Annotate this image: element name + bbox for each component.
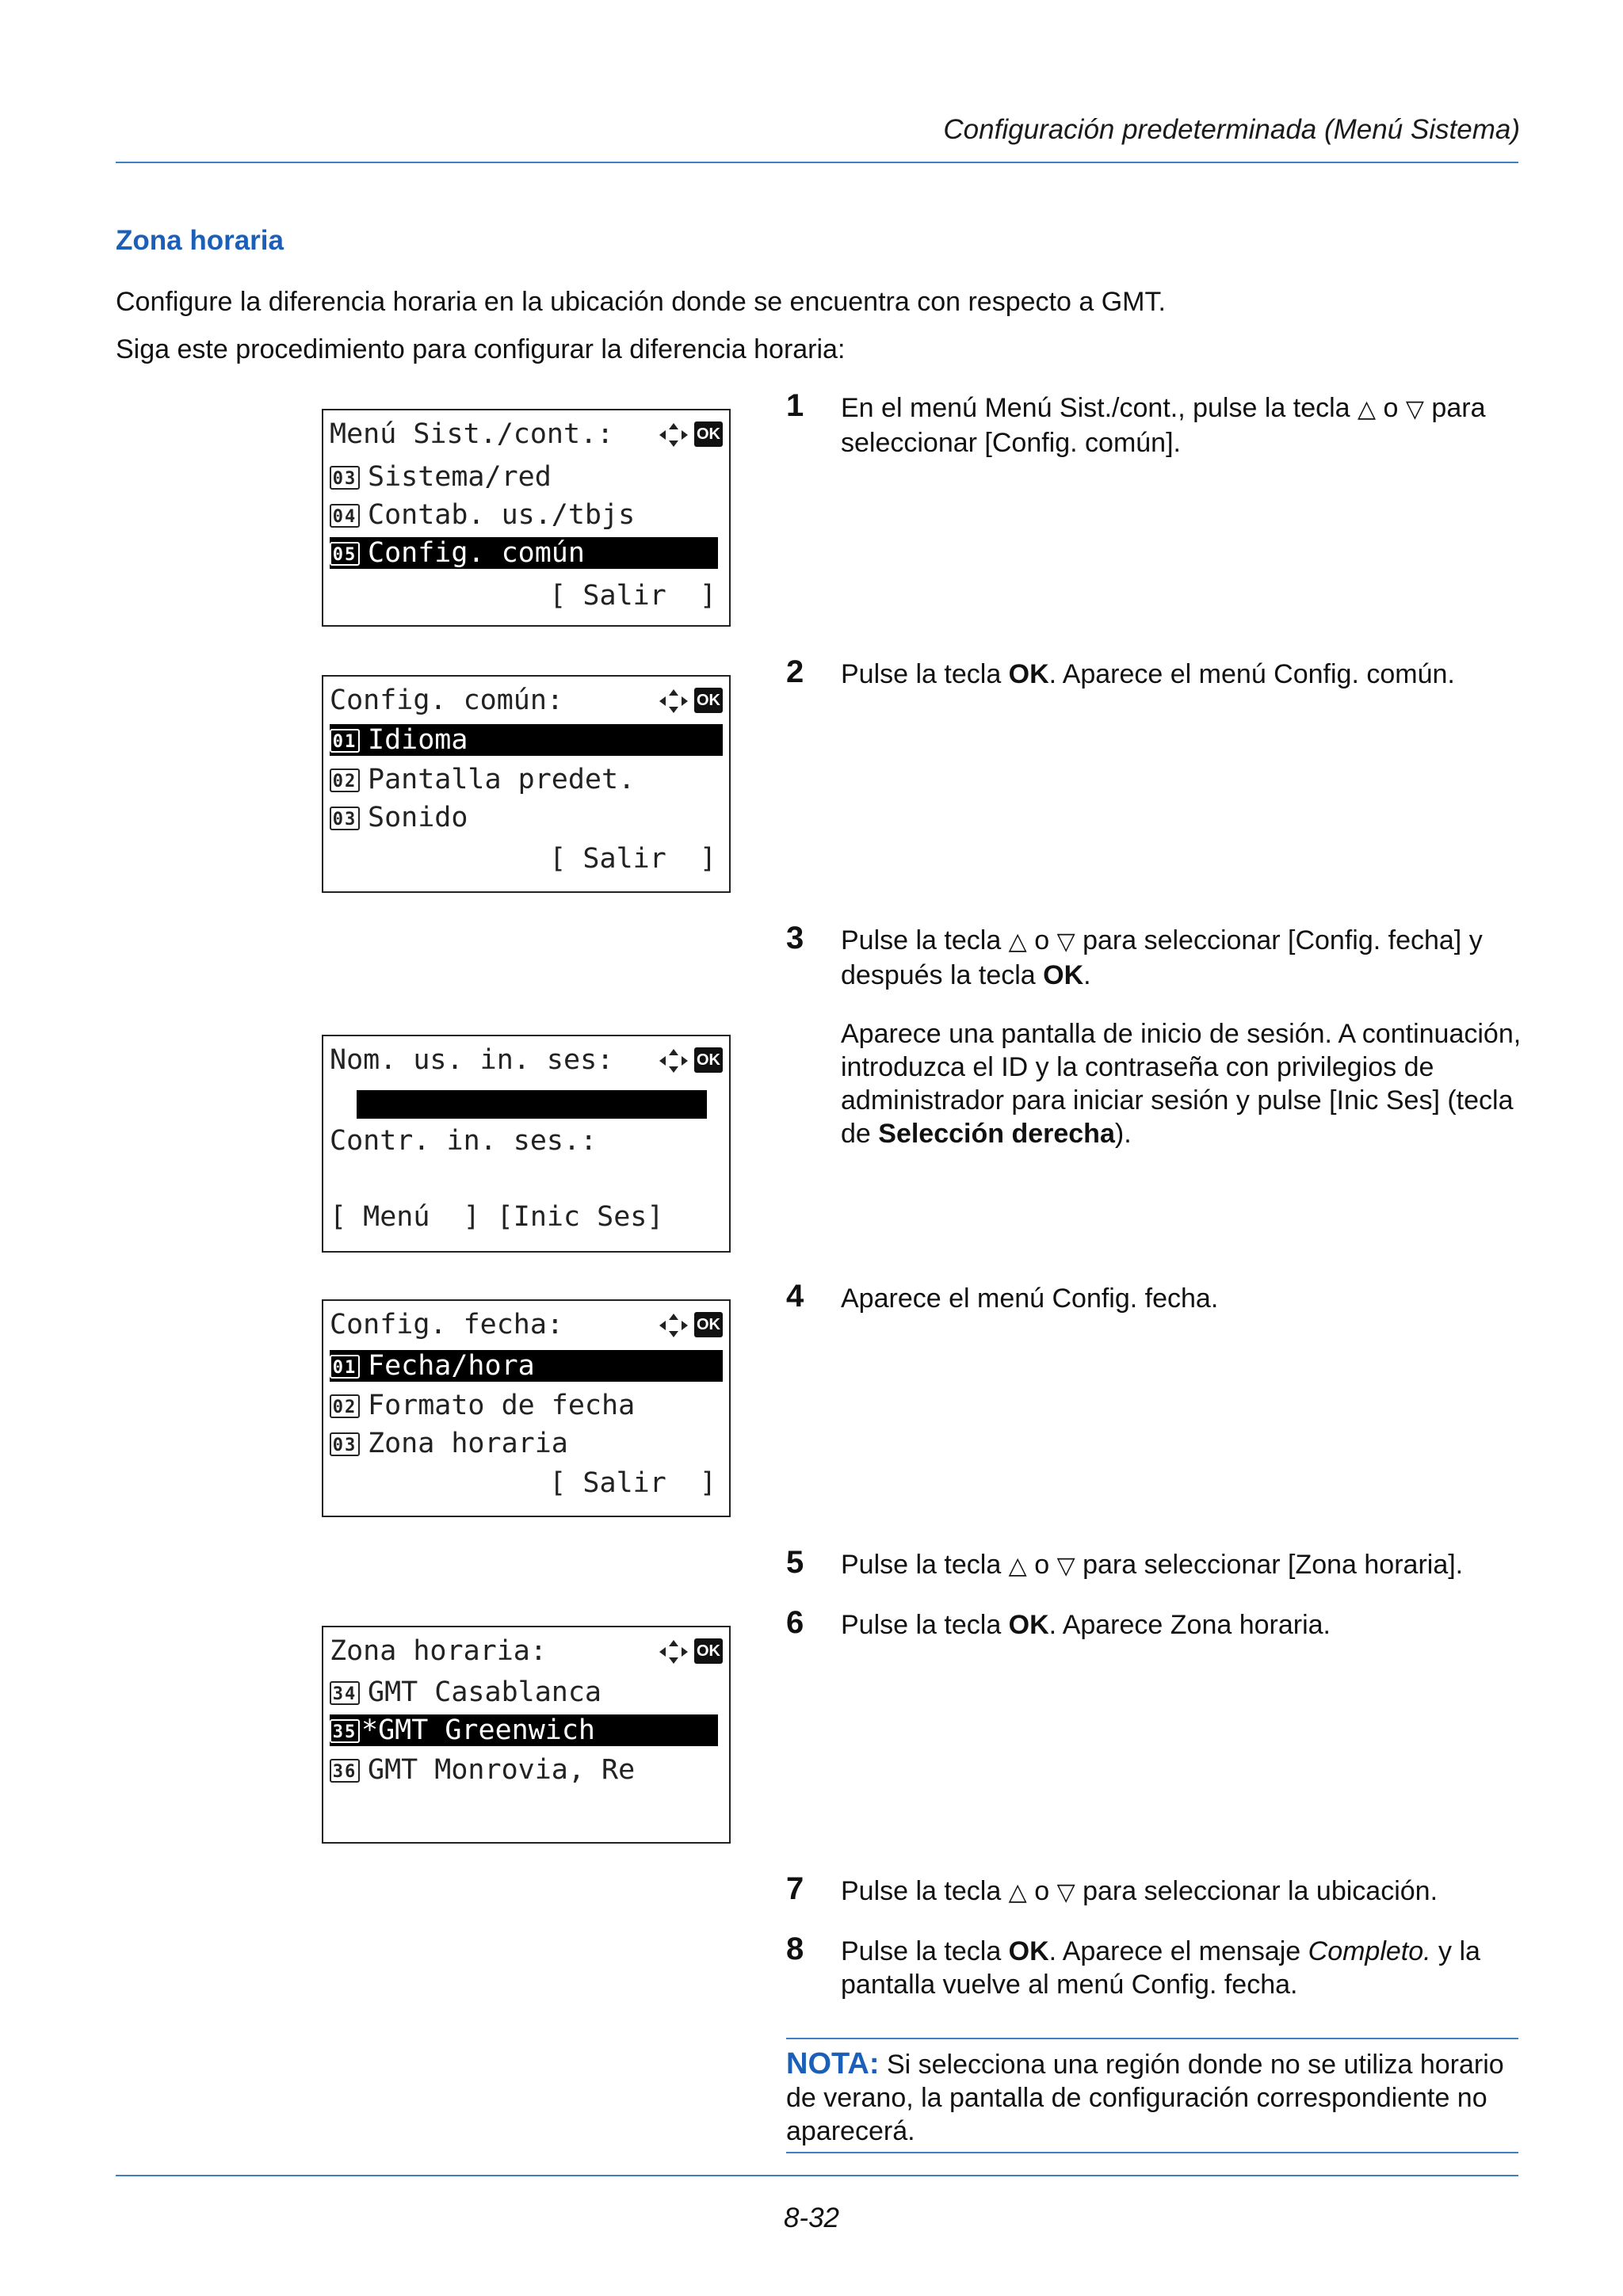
lcd-screen-login: [322, 1035, 731, 1253]
lcd-row: 02 Pantalla predet.: [330, 764, 723, 795]
lcd-row: 34 GMT Casablanca: [330, 1676, 723, 1708]
header-rule: [116, 162, 1518, 163]
step-number: 2: [786, 654, 804, 689]
ok-key-icon: OK: [694, 1638, 723, 1664]
lcd-screen-config-comun: [322, 675, 731, 893]
step-number: 5: [786, 1545, 804, 1580]
lcd-softkeys-menu-inic-ses: [ Menú ] [Inic Ses]: [330, 1201, 664, 1233]
running-header: Configuración predeterminada (Menú Sistema): [943, 114, 1520, 145]
ok-key-icon: OK: [694, 1047, 723, 1073]
up-triangle-icon: △: [1008, 1879, 1027, 1905]
step-text: Pulse la tecla △ o ▽ para seleccionar [Config. fecha] y después la tecla OK.: [841, 925, 1483, 990]
page-number: 8-32: [783, 2203, 840, 2233]
down-triangle-icon: ▽: [1056, 1553, 1075, 1579]
lcd-row-selected: 35 *GMT Greenwich: [330, 1714, 718, 1746]
lcd-row-selected: 01 Fecha/hora: [330, 1350, 723, 1382]
navigation-arrows-icon: [658, 1638, 689, 1665]
ok-key-icon: OK: [694, 421, 723, 447]
lcd-title: Zona horaria:: [330, 1635, 547, 1667]
step-number: 7: [786, 1871, 804, 1906]
lcd-softkey-salir: [ Salir ]: [549, 580, 716, 612]
lcd-title: Menú Sist./cont.:: [330, 418, 614, 450]
ok-key-icon: OK: [694, 688, 723, 713]
note-text: NOTA: Si selecciona una región donde no se utiliza horario de verano, la pantalla de configuración correspondiente no aparecerá.: [786, 2047, 1504, 2146]
lcd-title: Config. fecha:: [330, 1309, 564, 1341]
step-number: 8: [786, 1932, 804, 1966]
up-triangle-icon: △: [1008, 929, 1027, 955]
lcd-row-selected: 05 Config. común: [330, 537, 718, 569]
lcd-screen-menu-sist: [322, 409, 731, 627]
section-title: Zona horaria: [116, 225, 284, 256]
up-triangle-icon: △: [1008, 1553, 1027, 1579]
lcd-screen-zona-horaria: [322, 1626, 731, 1844]
up-triangle-icon: △: [1358, 396, 1377, 422]
down-triangle-icon: ▽: [1056, 929, 1075, 955]
step-text: Pulse la tecla OK. Aparece el mensaje Completo. y la pantalla vuelve al menú Config. fecha.: [841, 1936, 1480, 2000]
lcd-row: 03 Zona horaria: [330, 1428, 723, 1459]
intro-paragraph-2: Siga este procedimiento para configurar la diferencia horaria:: [116, 334, 846, 364]
lcd-title: Config. común:: [330, 685, 564, 716]
note-box: [786, 2038, 1518, 2153]
step-number: 4: [786, 1279, 804, 1314]
step-text-login-info: Aparece una pantalla de inicio de sesión. A continuación, introduzca el ID y la contraseña con privilegios de administrador para iniciar sesión y pulse [Inic Ses] (tecla de Selección derecha).: [841, 1019, 1522, 1149]
lcd-row: 03 Sistema/red: [330, 461, 723, 493]
lcd-title: Nom. us. in. ses:: [330, 1044, 614, 1076]
step-text: Pulse la tecla △ o ▽ para seleccionar la ubicación.: [841, 1875, 1522, 1909]
down-triangle-icon: ▽: [1405, 396, 1424, 422]
navigation-arrows-icon: [658, 1047, 689, 1074]
lcd-row: 03 Sonido: [330, 802, 723, 833]
password-field-label: Contr. in. ses.:: [330, 1125, 598, 1157]
step-text: Pulse la tecla OK. Aparece Zona horaria.: [841, 1610, 1331, 1640]
footer-rule: [116, 2175, 1518, 2176]
lcd-screen-config-fecha: [322, 1299, 731, 1517]
step-number: 3: [786, 921, 804, 955]
intro-paragraph-1: Configure la diferencia horaria en la ubicación donde se encuentra con respecto a GMT.: [116, 287, 1166, 317]
username-input-field: [357, 1090, 707, 1119]
step-text: Pulse la tecla OK. Aparece el menú Config. común.: [841, 659, 1455, 689]
lcd-row: 02 Formato de fecha: [330, 1390, 723, 1421]
lcd-softkey-salir: [ Salir ]: [549, 843, 716, 875]
ok-key-icon: OK: [694, 1312, 723, 1337]
down-triangle-icon: ▽: [1056, 1879, 1075, 1905]
step-text: Aparece el menú Config. fecha.: [841, 1283, 1219, 1314]
note-label: NOTA:: [786, 2047, 880, 2081]
step-number: 1: [786, 388, 804, 423]
step-text: Pulse la tecla △ o ▽ para seleccionar [Zona horaria].: [841, 1548, 1522, 1583]
step-number: 6: [786, 1605, 804, 1640]
navigation-arrows-icon: [658, 1312, 689, 1339]
lcd-row-selected: 01 Idioma: [330, 724, 723, 756]
step-text: En el menú Menú Sist./cont., pulse la tecla △ o ▽ para seleccionar [Config. común].: [841, 393, 1486, 458]
lcd-row: 36 GMT Monrovia, Re: [330, 1754, 723, 1786]
lcd-softkey-salir: [ Salir ]: [549, 1467, 716, 1499]
navigation-arrows-icon: [658, 421, 689, 448]
lcd-row: 04 Contab. us./tbjs: [330, 499, 723, 531]
navigation-arrows-icon: [658, 688, 689, 715]
